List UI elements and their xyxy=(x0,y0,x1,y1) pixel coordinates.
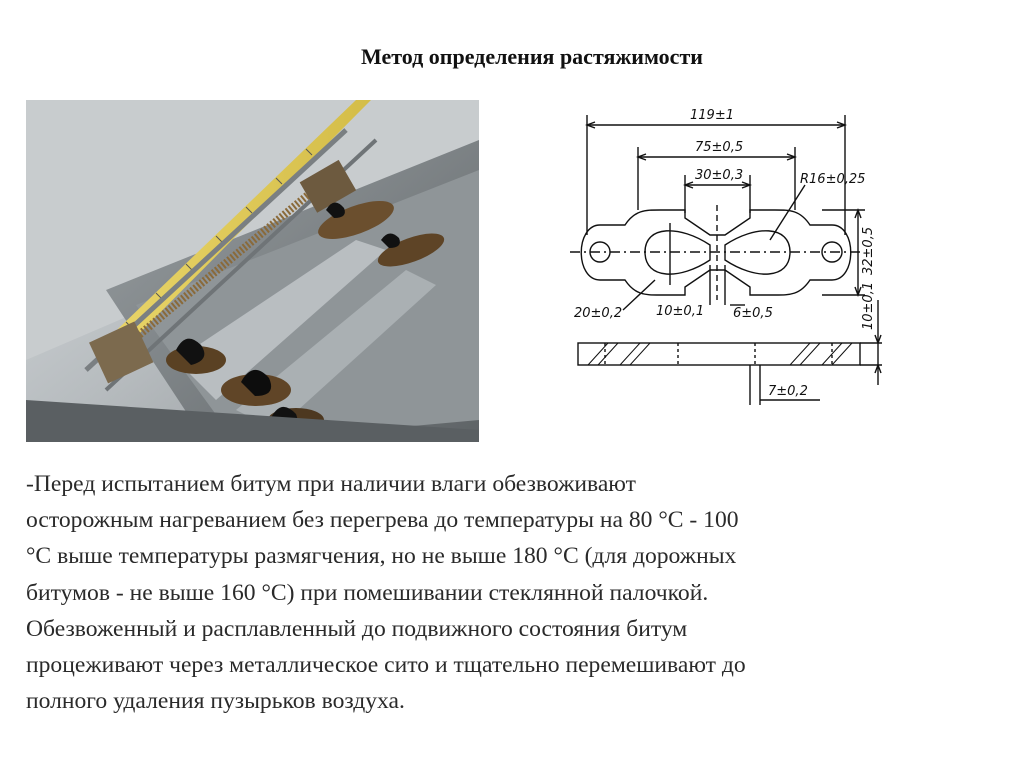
body-line: Обезвоженный и расплавленный до подвижного состояния битум xyxy=(26,615,688,642)
body-line: осторожным нагреванием без перегрева до температуры на 80 °С - 100 xyxy=(26,507,739,534)
dim-mold-length: 75±0,5 xyxy=(695,140,744,155)
dim-total-length: 119±1 xyxy=(690,108,734,123)
body-line: °С выше температуры размягчения, но не выше 180 °С (для дорожных xyxy=(26,543,737,570)
dim-neck-width: 10±0,1 xyxy=(656,304,705,319)
body-line: процеживают через металлическое сито и тщательно перемешивают до xyxy=(26,652,746,679)
dim-thickness: 10±0,1 xyxy=(861,281,876,330)
dim-gap: 6±0,5 xyxy=(733,306,773,321)
dim-center-length: 30±0,3 xyxy=(695,168,744,183)
dim-radius: R16±0,25 xyxy=(800,172,866,187)
body-paragraph xyxy=(26,466,996,719)
dim-height: 32±0,5 xyxy=(861,226,876,275)
body-line: -Перед испытанием битум при наличии влаги обезвоживают xyxy=(26,471,636,497)
slide-title: Метод определения растяжимости xyxy=(361,44,703,69)
ductilometer-photo xyxy=(26,100,479,442)
body-line: полного удаления пузырьков воздуха. xyxy=(26,688,405,715)
body-line: битумов - не выше 160 °С) при помешивании стеклянной палочкой. xyxy=(26,579,709,606)
dim-slot: 7±0,2 xyxy=(768,384,808,399)
mold-technical-drawing xyxy=(560,95,890,415)
dim-left-width: 20±0,2 xyxy=(574,306,623,321)
